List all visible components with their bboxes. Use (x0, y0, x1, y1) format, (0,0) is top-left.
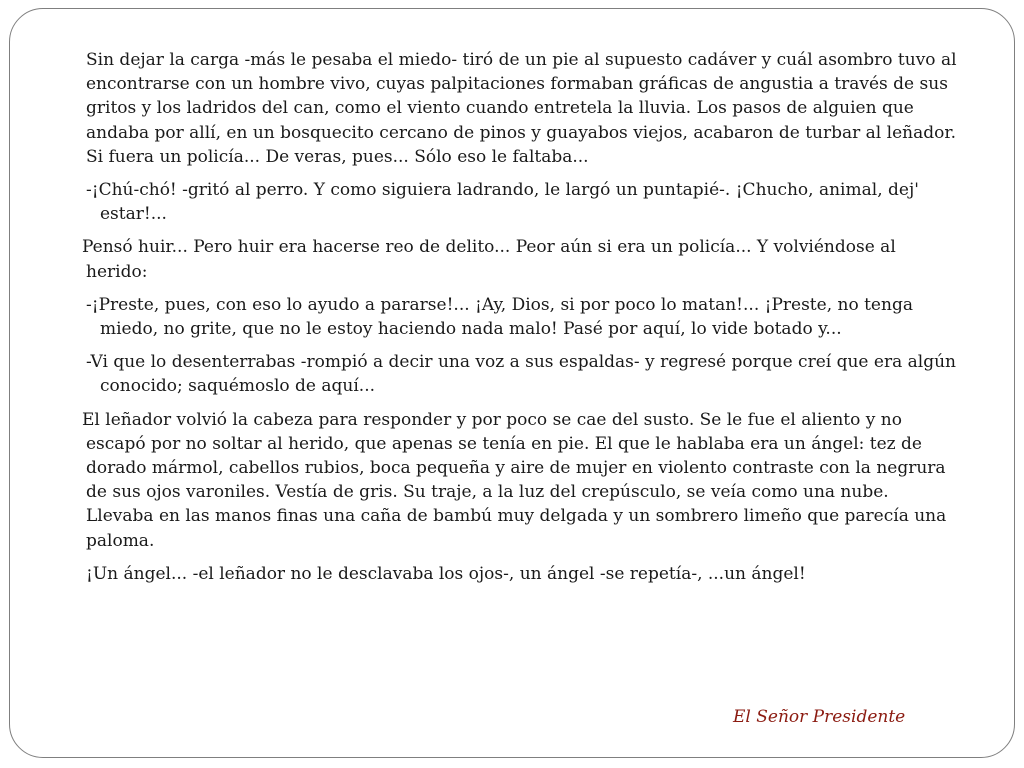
paragraph-3: Pensó huir... Pero huir era hacerse reo de delito... Peor aún si era un policía... Y volviéndose al herido: (82, 237, 896, 282)
paragraph-6: El leñador volvió la cabeza para responder y por poco se cae del susto. Se le fue el aliento y no escapó por no soltar al herido, que apenas se tenía en pie. El que le hablaba era un ángel: tez de dorado mármol, cabellos rubios, boca pequeña y aire de mujer en violento contraste con la negrura de sus ojos varoniles. Vestía de gris. Su traje, a la luz del crepúsculo, se veía como una nube. Llevaba en las manos finas una caña de bambú muy delgada y un sombrero limeño que parecía una paloma. (82, 409, 947, 551)
paragraph-7: ¡Un ángel... -el leñador no le desclavaba los ojos-, un ángel -se repetía-, ...un ángel! (86, 563, 806, 584)
paragraph-1: Sin dejar la carga -más le pesaba el miedo- tiró de un pie al supuesto cadáver y cuál asombro tuvo al encontrarse con un hombre vivo, cuyas palpitaciones formaban gráficas de angustia a través de sus gritos y los ladridos del can, como el viento cuando entretela la lluvia. Los pasos de alguien que andaba por allí, en un bosquecito cercano de pinos y guayabos viejos, acabaron de turbar al leñador. Si fuera un policía... De veras, pues... Sólo eso le faltaba... (86, 50, 957, 167)
paragraph-5: -Vi que lo desenterrabas -rompió a decir una voz a sus espaldas- y regresé porque creí que era algún conocido; saquémoslo de aquí... (86, 352, 956, 397)
source-title: El Señor Presidente (733, 707, 906, 727)
paragraph-2: -¡Chú-chó! -gritó al perro. Y como siguiera ladrando, le largó un puntapié-. ¡Chucho, animal, dej' estar!... (86, 180, 919, 225)
paragraph-4: -¡Preste, pues, con eso lo ayudo a pararse!... ¡Ay, Dios, si por poco lo matan!... ¡Preste, no tenga miedo, no grite, que no le estoy haciendo nada malo! Pasé por aquí, lo vide botado y... (86, 294, 913, 340)
text-body (82, 48, 960, 595)
